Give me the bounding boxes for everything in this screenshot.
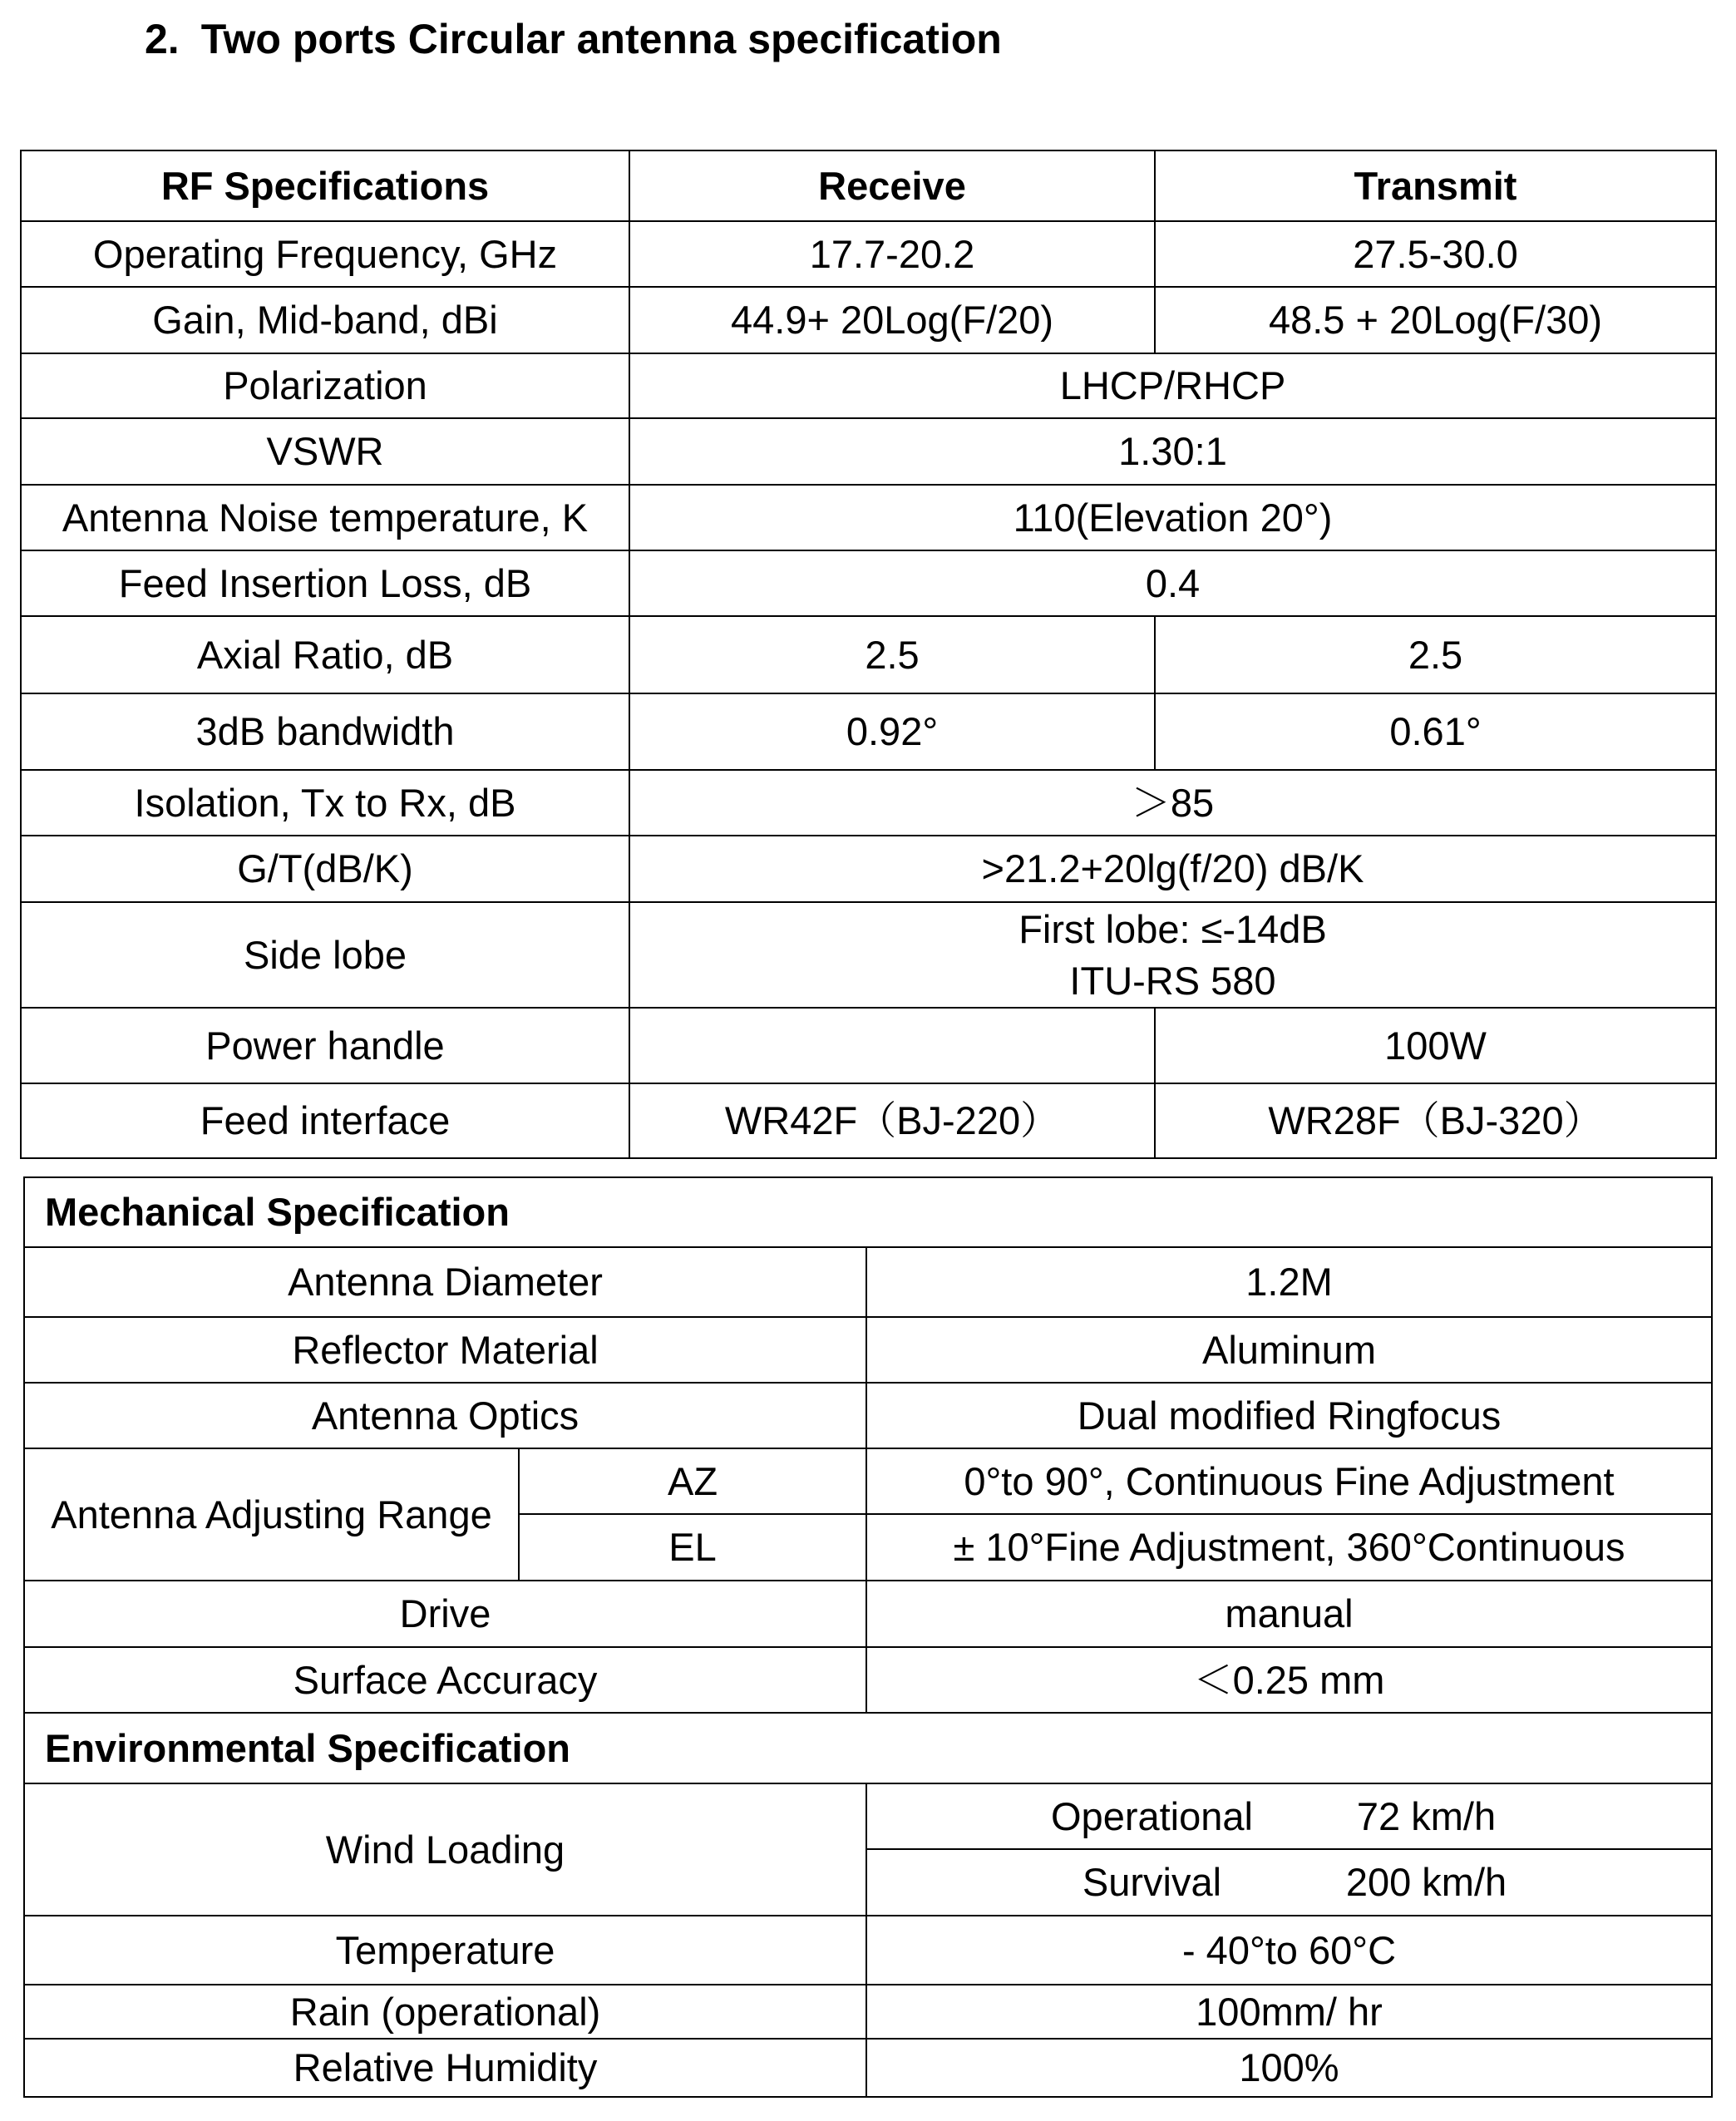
row-label: Isolation, Tx to Rx, dB [21,770,629,836]
shared-value: LHCP/RHCP [629,353,1716,418]
table-row [21,836,1716,902]
rf-spec-table [20,150,1717,1159]
section-heading [145,15,1002,63]
shared-value: ＞85 [629,770,1716,836]
rf-header-transmit: Transmit [1155,150,1716,221]
row-label: Polarization [21,353,629,418]
table-row [24,2039,1712,2097]
row-label: Rain (operational) [24,1985,866,2039]
receive-value: WR42F（BJ-220） [629,1083,1155,1158]
receive-value: 2.5 [629,616,1155,693]
wind-survival-value: 200 km/h [1345,1860,1507,1905]
row-label: Temperature [24,1916,866,1985]
row-label: G/T(dB/K) [21,836,629,902]
section-number: 2. [145,16,180,62]
side-lobe-line1: First lobe: ≤-14dB [1018,907,1327,952]
table-row [21,1008,1716,1083]
receive-value: 17.7-20.2 [629,221,1155,287]
row-value [866,1783,1712,1849]
row-label: Drive [24,1581,866,1647]
table-row [21,550,1716,616]
row-value: 1.2M [866,1247,1712,1317]
table-row [21,287,1716,353]
row-value: ＜0.25 mm [866,1647,1712,1713]
row-label: Antenna Diameter [24,1247,866,1317]
shared-value: 110(Elevation 20°) [629,485,1716,550]
transmit-value: 27.5-30.0 [1155,221,1716,287]
section-row [24,1177,1712,1247]
row-value: 100% [866,2039,1712,2097]
row-value: Aluminum [866,1317,1712,1383]
row-label: Operating Frequency, GHz [21,221,629,287]
table-row [21,485,1716,550]
receive-value [629,1008,1155,1083]
wind-operational-label: Operational [1051,1793,1253,1838]
row-label: Gain, Mid-band, dBi [21,287,629,353]
row-label: Power handle [21,1008,629,1083]
row-value: - 40°to 60°C [866,1916,1712,1985]
table-row [21,353,1716,418]
mechanical-section-title: Mechanical Specification [24,1177,1712,1247]
receive-value: 0.92° [629,693,1155,770]
rf-header-receive: Receive [629,150,1155,221]
table-row [24,1448,1712,1514]
receive-value: 44.9+ 20Log(F/20) [629,287,1155,353]
row-label: Relative Humidity [24,2039,866,2097]
shared-value: 1.30:1 [629,418,1716,485]
row-label: VSWR [21,418,629,485]
table-row [24,1783,1712,1849]
row-label: Feed Insertion Loss, dB [21,550,629,616]
row-label: Antenna Noise temperature, K [21,485,629,550]
row-value: ± 10°Fine Adjustment, 360°Continuous [866,1514,1712,1581]
transmit-value: WR28F（BJ-320） [1155,1083,1716,1158]
table-row [21,902,1716,1008]
row-value: 100mm/ hr [866,1985,1712,2039]
shared-value [629,902,1716,1008]
rf-header-spec: RF Specifications [21,150,629,221]
side-lobe-line2: ITU-RS 580 [1069,958,1276,1003]
table-row [24,1985,1712,2039]
sub-label: AZ [519,1448,866,1514]
table-row [24,1383,1712,1448]
wind-survival-label: Survival [1082,1860,1222,1905]
shared-value: 0.4 [629,550,1716,616]
row-value: Dual modified Ringfocus [866,1383,1712,1448]
section-row [24,1713,1712,1783]
row-label: Feed interface [21,1083,629,1158]
table-row [24,1317,1712,1383]
table-row [24,1647,1712,1713]
row-label: Axial Ratio, dB [21,616,629,693]
table-row [21,1083,1716,1158]
shared-value: >21.2+20lg(f/20) dB/K [629,836,1716,902]
transmit-value: 100W [1155,1008,1716,1083]
row-label: 3dB bandwidth [21,693,629,770]
wind-operational-value: 72 km/h [1356,1793,1497,1838]
table-row [21,221,1716,287]
row-value [866,1849,1712,1916]
row-label: Antenna Optics [24,1383,866,1448]
row-label: Surface Accuracy [24,1647,866,1713]
table-row [24,1581,1712,1647]
transmit-value: 48.5 + 20Log(F/30) [1155,287,1716,353]
row-label: Antenna Adjusting Range [24,1448,519,1581]
row-label: Reflector Material [24,1317,866,1383]
environmental-section-title: Environmental Specification [24,1713,1712,1783]
mechanical-environmental-table [23,1176,1713,2098]
table-row [21,616,1716,693]
row-value: manual [866,1581,1712,1647]
table-row [21,770,1716,836]
rf-header-row [21,150,1716,221]
transmit-value: 0.61° [1155,693,1716,770]
table-row [21,418,1716,485]
table-row [21,693,1716,770]
section-title: Two ports Circular antenna specification [200,16,1002,62]
row-label: Side lobe [21,902,629,1008]
row-value: 0°to 90°, Continuous Fine Adjustment [866,1448,1712,1514]
table-row [24,1916,1712,1985]
transmit-value: 2.5 [1155,616,1716,693]
sub-label: EL [519,1514,866,1581]
row-label: Wind Loading [24,1783,866,1916]
table-row [24,1247,1712,1317]
